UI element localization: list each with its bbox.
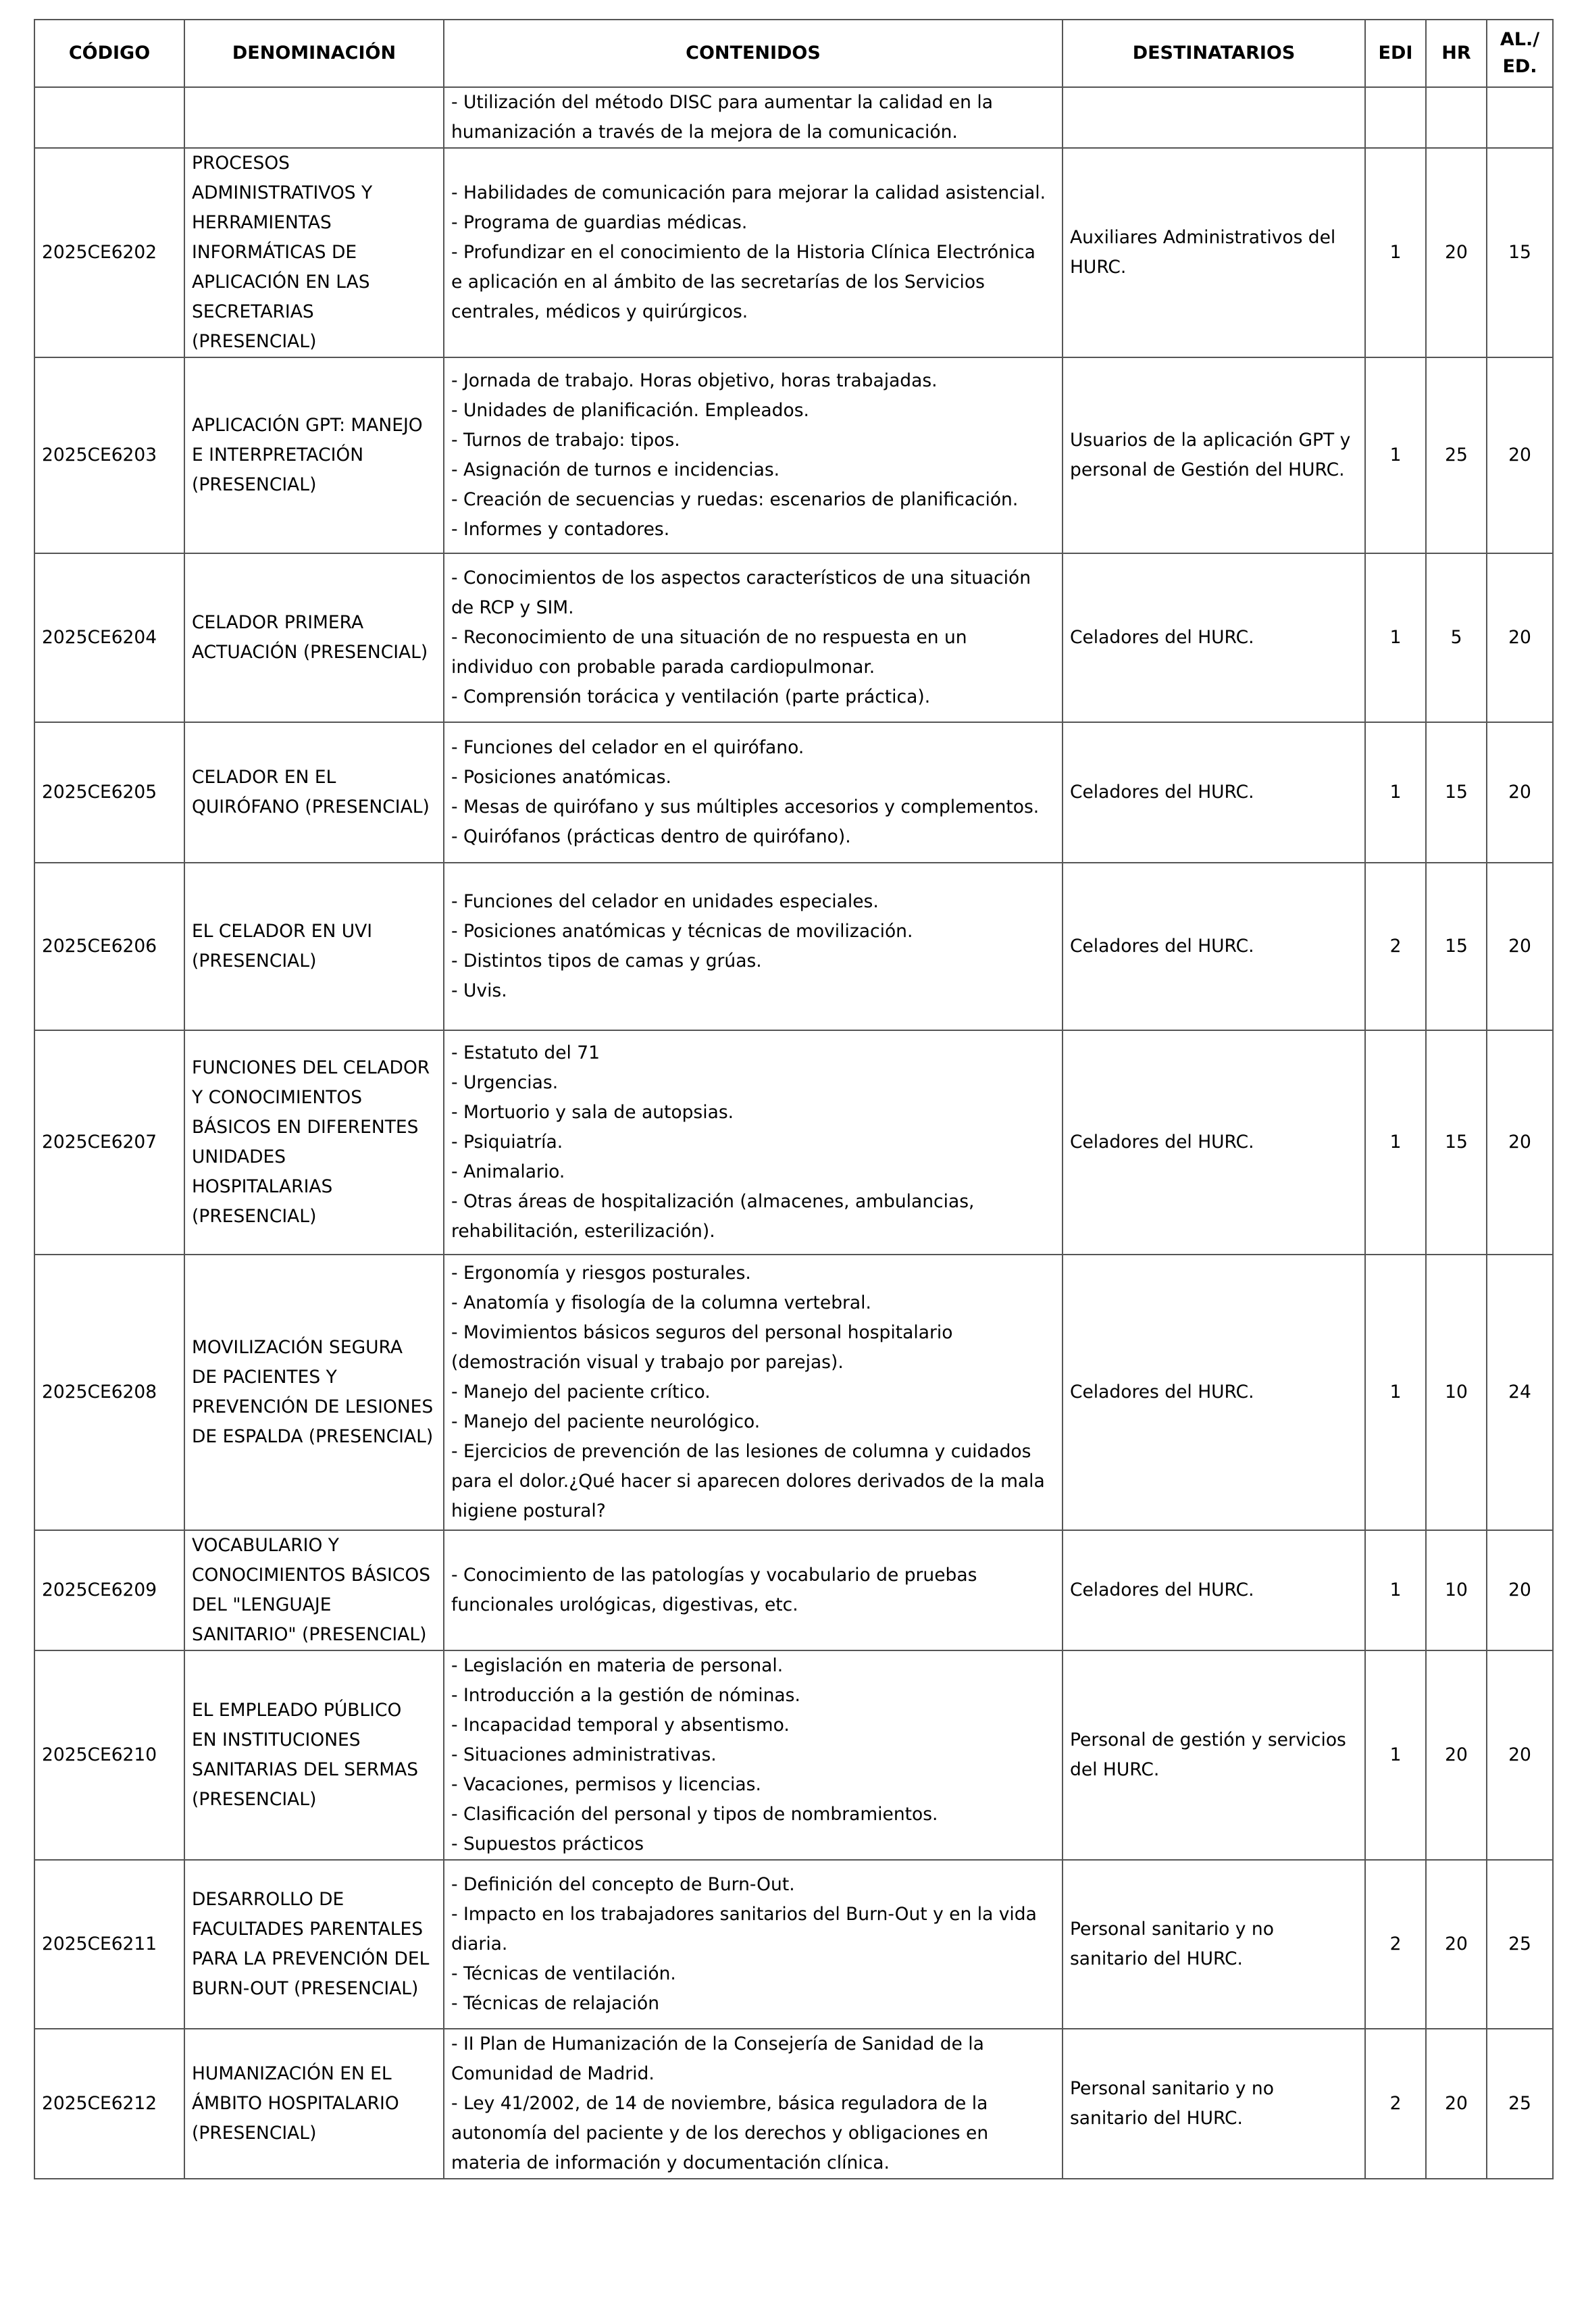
cell-al: 15 <box>1487 148 1553 357</box>
denominacion-line: ÁMBITO HOSPITALARIO <box>192 2093 399 2114</box>
denominacion-line: SANITARIAS DEL SERMAS <box>192 1759 419 1780</box>
cell-denominacion <box>184 722 444 863</box>
header-codigo: CÓDIGO <box>34 20 184 87</box>
cell-denominacion <box>184 357 444 553</box>
cell-hr: 5 <box>1426 553 1487 722</box>
contenidos-line: - Técnicas de ventilación. <box>451 1963 676 1984</box>
contenidos-line: - Distintos tipos de camas y grúas. <box>451 951 762 971</box>
cell-al: 20 <box>1487 722 1553 863</box>
denominacion-line: UNIDADES <box>192 1146 286 1167</box>
destinatarios-line: Celadores del HURC. <box>1070 936 1254 957</box>
destinatarios-line: sanitario del HURC. <box>1070 2108 1243 2129</box>
cell-denominacion <box>184 1530 444 1650</box>
header-al-line1: AL./ <box>1500 29 1540 50</box>
cell-al: 20 <box>1487 553 1553 722</box>
cell-denominacion <box>184 148 444 357</box>
table-row <box>34 1650 1553 1860</box>
destinatarios-line: Celadores del HURC. <box>1070 1580 1254 1600</box>
table-row <box>34 553 1553 722</box>
denominacion-line: DE PACIENTES Y <box>192 1367 337 1388</box>
contenidos-line: - II Plan de Humanización de la Consejería de Sanidad de la <box>451 2034 984 2054</box>
table-row <box>34 357 1553 553</box>
table-row <box>34 722 1553 863</box>
contenidos-line: Comunidad de Madrid. <box>451 2063 655 2084</box>
denominacion-line: HOSPITALARIAS <box>192 1176 333 1197</box>
destinatarios-line: Personal sanitario y no <box>1070 1919 1274 1940</box>
table-body <box>34 87 1553 2179</box>
denominacion-line: (PRESENCIAL) <box>192 1789 317 1810</box>
contenidos-line: - Informes y contadores. <box>451 519 670 540</box>
cell-edi: 1 <box>1365 1030 1426 1255</box>
cell-hr: 15 <box>1426 1030 1487 1255</box>
denominacion-line: (PRESENCIAL) <box>192 951 317 971</box>
contenidos-line: - Jornada de trabajo. Horas objetivo, horas trabajadas. <box>451 370 938 391</box>
denominacion-line: VOCABULARIO Y <box>192 1535 339 1556</box>
contenidos-line: centrales, médicos y quirúrgicos. <box>451 301 748 322</box>
destinatarios-line: Personal sanitario y no <box>1070 2078 1274 2099</box>
cell-edi: 1 <box>1365 553 1426 722</box>
cell-destinatarios <box>1063 722 1365 863</box>
cell-contenidos <box>444 1860 1063 2029</box>
cell-hr: 10 <box>1426 1530 1487 1650</box>
contenidos-line: - Conocimientos de los aspectos característicos de una situación <box>451 567 1031 588</box>
contenidos-line: - Asignación de turnos e incidencias. <box>451 459 780 480</box>
cell-codigo: 2025CE6210 <box>34 1650 184 1860</box>
table-row <box>34 148 1553 357</box>
course-table <box>34 19 1554 2179</box>
cell-contenidos <box>444 1530 1063 1650</box>
cell-contenidos <box>444 553 1063 722</box>
contenidos-line: - Programa de guardias médicas. <box>451 212 748 233</box>
contenidos-line: - Introducción a la gestión de nóminas. <box>451 1685 800 1706</box>
denominacion-line: SANITARIO" (PRESENCIAL) <box>192 1624 427 1645</box>
cell-destinatarios <box>1063 863 1365 1030</box>
cell-hr: 20 <box>1426 1650 1487 1860</box>
denominacion-line: BURN-OUT (PRESENCIAL) <box>192 1978 419 1999</box>
contenidos-line: - Quirófanos (prácticas dentro de quirófano). <box>451 826 851 847</box>
contenidos-line: - Definición del concepto de Burn-Out. <box>451 1874 795 1895</box>
cell-edi: 1 <box>1365 722 1426 863</box>
contenidos-line: - Urgencias. <box>451 1072 559 1093</box>
cell-hr: 20 <box>1426 2029 1487 2179</box>
cell-hr: 15 <box>1426 722 1487 863</box>
denominacion-line: (PRESENCIAL) <box>192 331 317 352</box>
cell-destinatarios <box>1063 148 1365 357</box>
cell-codigo <box>34 87 184 148</box>
contenidos-line: (demostración visual y trabajo por parejas). <box>451 1352 844 1373</box>
contenidos-line: - Creación de secuencias y ruedas: escenarios de planificación. <box>451 489 1019 510</box>
denominacion-line: HUMANIZACIÓN EN EL <box>192 2063 392 2084</box>
header-contenidos: CONTENIDOS <box>444 20 1063 87</box>
table-row <box>34 2029 1553 2179</box>
denominacion-line: (PRESENCIAL) <box>192 2123 317 2144</box>
cell-codigo: 2025CE6202 <box>34 148 184 357</box>
cell-destinatarios <box>1063 1255 1365 1530</box>
denominacion-line: ACTUACIÓN (PRESENCIAL) <box>192 642 428 663</box>
denominacion-line: QUIRÓFANO (PRESENCIAL) <box>192 797 430 817</box>
contenidos-line: - Profundizar en el conocimiento de la Historia Clínica Electrónica <box>451 242 1035 263</box>
header-edi: EDI <box>1365 20 1426 87</box>
cell-contenidos <box>444 1030 1063 1255</box>
contenidos-line: humanización a través de la mejora de la comunicación. <box>451 122 958 143</box>
contenidos-line: - Posiciones anatómicas. <box>451 767 671 788</box>
cell-contenidos <box>444 863 1063 1030</box>
denominacion-line: CONOCIMIENTOS BÁSICOS <box>192 1565 431 1586</box>
header-destinatarios: DESTINATARIOS <box>1063 20 1365 87</box>
contenidos-line: - Manejo del paciente crítico. <box>451 1382 711 1403</box>
cell-destinatarios <box>1063 1650 1365 1860</box>
denominacion-line: EL CELADOR EN UVI <box>192 921 373 942</box>
cell-edi: 1 <box>1365 148 1426 357</box>
cell-contenidos <box>444 1255 1063 1530</box>
cell-edi: 1 <box>1365 1530 1426 1650</box>
cell-denominacion <box>184 2029 444 2179</box>
denominacion-line: CELADOR EN EL <box>192 767 336 788</box>
denominacion-line: (PRESENCIAL) <box>192 1206 317 1227</box>
contenidos-line: - Vacaciones, permisos y licencias. <box>451 1774 761 1795</box>
denominacion-line: SECRETARIAS <box>192 301 314 322</box>
table-row <box>34 1860 1553 2029</box>
denominacion-line: Y CONOCIMIENTOS <box>192 1087 363 1108</box>
cell-destinatarios <box>1063 357 1365 553</box>
cell-edi: 1 <box>1365 1255 1426 1530</box>
cell-edi: 2 <box>1365 1860 1426 2029</box>
destinatarios-line: Celadores del HURC. <box>1070 1132 1254 1153</box>
cell-codigo: 2025CE6208 <box>34 1255 184 1530</box>
contenidos-line: - Situaciones administrativas. <box>451 1744 717 1765</box>
table-row <box>34 87 1553 148</box>
cell-al: 20 <box>1487 357 1553 553</box>
cell-denominacion <box>184 1255 444 1530</box>
cell-edi: 1 <box>1365 1650 1426 1860</box>
denominacion-line: PROCESOS <box>192 153 290 174</box>
cell-hr: 25 <box>1426 357 1487 553</box>
contenidos-line: - Ejercicios de prevención de las lesiones de columna y cuidados <box>451 1441 1031 1462</box>
header-hr: HR <box>1426 20 1487 87</box>
denominacion-line: E INTERPRETACIÓN <box>192 445 364 465</box>
contenidos-line: - Ley 41/2002, de 14 de noviembre, básica reguladora de la <box>451 2093 988 2114</box>
table-row <box>34 1255 1553 1530</box>
contenidos-line: - Unidades de planificación. Empleados. <box>451 400 809 421</box>
contenidos-line: e aplicación en al ámbito de las secretarías de los Servicios <box>451 272 985 293</box>
cell-codigo: 2025CE6204 <box>34 553 184 722</box>
cell-contenidos <box>444 2029 1063 2179</box>
denominacion-line: (PRESENCIAL) <box>192 474 317 495</box>
contenidos-line: - Utilización del método DISC para aumentar la calidad en la <box>451 92 993 113</box>
contenidos-line: - Impacto en los trabajadores sanitarios del Burn-Out y en la vida <box>451 1904 1037 1925</box>
destinatarios-line: personal de Gestión del HURC. <box>1070 459 1345 480</box>
cell-edi <box>1365 87 1426 148</box>
denominacion-line: EL EMPLEADO PÚBLICO <box>192 1700 402 1721</box>
cell-destinatarios <box>1063 1030 1365 1255</box>
cell-contenidos <box>444 148 1063 357</box>
contenidos-line: - Animalario. <box>451 1161 565 1182</box>
contenidos-line: - Clasificación del personal y tipos de nombramientos. <box>451 1804 938 1825</box>
table-row <box>34 1030 1553 1255</box>
cell-al: 25 <box>1487 1860 1553 2029</box>
cell-hr: 10 <box>1426 1255 1487 1530</box>
cell-denominacion <box>184 87 444 148</box>
cell-al: 25 <box>1487 2029 1553 2179</box>
cell-denominacion <box>184 1860 444 2029</box>
contenidos-line: para el dolor.¿Qué hacer si aparecen dolores derivados de la mala <box>451 1471 1045 1492</box>
cell-destinatarios <box>1063 553 1365 722</box>
denominacion-line: APLICACIÓN GPT: MANEJO <box>192 415 423 436</box>
destinatarios-line: del HURC. <box>1070 1759 1160 1780</box>
cell-al <box>1487 87 1553 148</box>
contenidos-line: - Funciones del celador en el quirófano. <box>451 737 804 758</box>
contenidos-line: - Posiciones anatómicas y técnicas de movilización. <box>451 921 913 942</box>
contenidos-line: - Manejo del paciente neurológico. <box>451 1411 761 1432</box>
destinatarios-line: HURC. <box>1070 257 1127 278</box>
destinatarios-line: Personal de gestión y servicios <box>1070 1729 1346 1750</box>
denominacion-line: DE ESPALDA (PRESENCIAL) <box>192 1426 434 1447</box>
denominacion-line: DEL "LENGUAJE <box>192 1594 332 1615</box>
cell-hr: 20 <box>1426 1860 1487 2029</box>
contenidos-line: - Otras áreas de hospitalización (almacenes, ambulancias, <box>451 1191 975 1212</box>
denominacion-line: APLICACIÓN EN LAS <box>192 272 370 293</box>
contenidos-line: diaria. <box>451 1934 508 1954</box>
contenidos-line: - Anatomía y fisología de la columna vertebral. <box>451 1292 871 1313</box>
contenidos-line: - Comprensión torácica y ventilación (parte práctica). <box>451 686 931 707</box>
cell-hr: 15 <box>1426 863 1487 1030</box>
contenidos-line: - Supuestos prácticos <box>451 1834 644 1854</box>
table-row <box>34 863 1553 1030</box>
denominacion-line: DESARROLLO DE <box>192 1889 344 1910</box>
contenidos-line: - Legislación en materia de personal. <box>451 1655 784 1676</box>
cell-al: 20 <box>1487 1530 1553 1650</box>
contenidos-line: - Funciones del celador en unidades especiales. <box>451 891 879 912</box>
cell-destinatarios <box>1063 2029 1365 2179</box>
cell-al: 20 <box>1487 1030 1553 1255</box>
contenidos-line: materia de información y documentación clínica. <box>451 2152 890 2173</box>
destinatarios-line: Usuarios de la aplicación GPT y <box>1070 430 1351 451</box>
cell-codigo: 2025CE6209 <box>34 1530 184 1650</box>
cell-hr <box>1426 87 1487 148</box>
destinatarios-line: Celadores del HURC. <box>1070 1382 1254 1403</box>
header-al-line2: ED. <box>1502 56 1537 77</box>
cell-destinatarios <box>1063 1860 1365 2029</box>
cell-contenidos <box>444 87 1063 148</box>
cell-destinatarios <box>1063 1530 1365 1650</box>
cell-destinatarios <box>1063 87 1365 148</box>
denominacion-line: HERRAMIENTAS <box>192 212 332 233</box>
denominacion-line: ADMINISTRATIVOS Y <box>192 182 373 203</box>
contenidos-line: - Conocimiento de las patologías y vocabulario de pruebas <box>451 1565 977 1586</box>
cell-edi: 2 <box>1365 863 1426 1030</box>
contenidos-line: - Técnicas de relajación <box>451 1993 660 2014</box>
cell-contenidos <box>444 722 1063 863</box>
denominacion-line: CELADOR PRIMERA <box>192 612 364 633</box>
destinatarios-line: Celadores del HURC. <box>1070 627 1254 648</box>
cell-al: 24 <box>1487 1255 1553 1530</box>
cell-codigo: 2025CE6211 <box>34 1860 184 2029</box>
denominacion-line: BÁSICOS EN DIFERENTES <box>192 1117 419 1138</box>
cell-codigo: 2025CE6205 <box>34 722 184 863</box>
cell-codigo: 2025CE6206 <box>34 863 184 1030</box>
contenidos-line: - Turnos de trabajo: tipos. <box>451 430 680 451</box>
contenidos-line: - Estatuto del 71 <box>451 1042 600 1063</box>
contenidos-line: - Uvis. <box>451 980 507 1001</box>
cell-codigo: 2025CE6203 <box>34 357 184 553</box>
cell-denominacion <box>184 863 444 1030</box>
header-denominacion: DENOMINACIÓN <box>184 20 444 87</box>
cell-denominacion <box>184 1650 444 1860</box>
table-row <box>34 1530 1553 1650</box>
contenidos-line: - Mesas de quirófano y sus múltiples accesorios y complementos. <box>451 797 1040 817</box>
header-row <box>34 20 1553 87</box>
contenidos-line: de RCP y SIM. <box>451 597 574 618</box>
contenidos-line: higiene postural? <box>451 1500 606 1521</box>
contenidos-line: - Incapacidad temporal y absentismo. <box>451 1715 790 1736</box>
contenidos-line: - Reconocimiento de una situación de no respuesta en un <box>451 627 967 648</box>
denominacion-line: MOVILIZACIÓN SEGURA <box>192 1337 403 1358</box>
cell-contenidos <box>444 357 1063 553</box>
destinatarios-line: Celadores del HURC. <box>1070 782 1254 803</box>
destinatarios-line: sanitario del HURC. <box>1070 1948 1243 1969</box>
cell-codigo: 2025CE6207 <box>34 1030 184 1255</box>
contenidos-line: individuo con probable parada cardiopulmonar. <box>451 657 875 678</box>
cell-al: 20 <box>1487 1650 1553 1860</box>
denominacion-line: FACULTADES PARENTALES <box>192 1919 424 1940</box>
denominacion-line: PREVENCIÓN DE LESIONES <box>192 1396 434 1417</box>
contenidos-line: autonomía del paciente y de los derechos y obligaciones en <box>451 2123 989 2144</box>
cell-al: 20 <box>1487 863 1553 1030</box>
contenidos-line: - Habilidades de comunicación para mejorar la calidad asistencial. <box>451 182 1046 203</box>
contenidos-line: - Psiquiatría. <box>451 1132 563 1153</box>
denominacion-line: PARA LA PREVENCIÓN DEL <box>192 1948 430 1969</box>
cell-edi: 2 <box>1365 2029 1426 2179</box>
contenidos-line: - Ergonomía y riesgos posturales. <box>451 1263 751 1284</box>
contenidos-line: funcionales urológicas, digestivas, etc. <box>451 1594 798 1615</box>
contenidos-line: rehabilitación, esterilización). <box>451 1221 715 1242</box>
cell-contenidos <box>444 1650 1063 1860</box>
cell-codigo: 2025CE6212 <box>34 2029 184 2179</box>
denominacion-line: FUNCIONES DEL CELADOR <box>192 1057 430 1078</box>
cell-hr: 20 <box>1426 148 1487 357</box>
header-al-ed <box>1487 20 1553 87</box>
cell-denominacion <box>184 553 444 722</box>
denominacion-line: INFORMÁTICAS DE <box>192 242 357 263</box>
destinatarios-line: Auxiliares Administrativos del <box>1070 227 1336 248</box>
cell-edi: 1 <box>1365 357 1426 553</box>
contenidos-line: - Mortuorio y sala de autopsias. <box>451 1102 734 1123</box>
denominacion-line: EN INSTITUCIONES <box>192 1729 361 1750</box>
contenidos-line: - Movimientos básicos seguros del personal hospitalario <box>451 1322 953 1343</box>
cell-denominacion <box>184 1030 444 1255</box>
